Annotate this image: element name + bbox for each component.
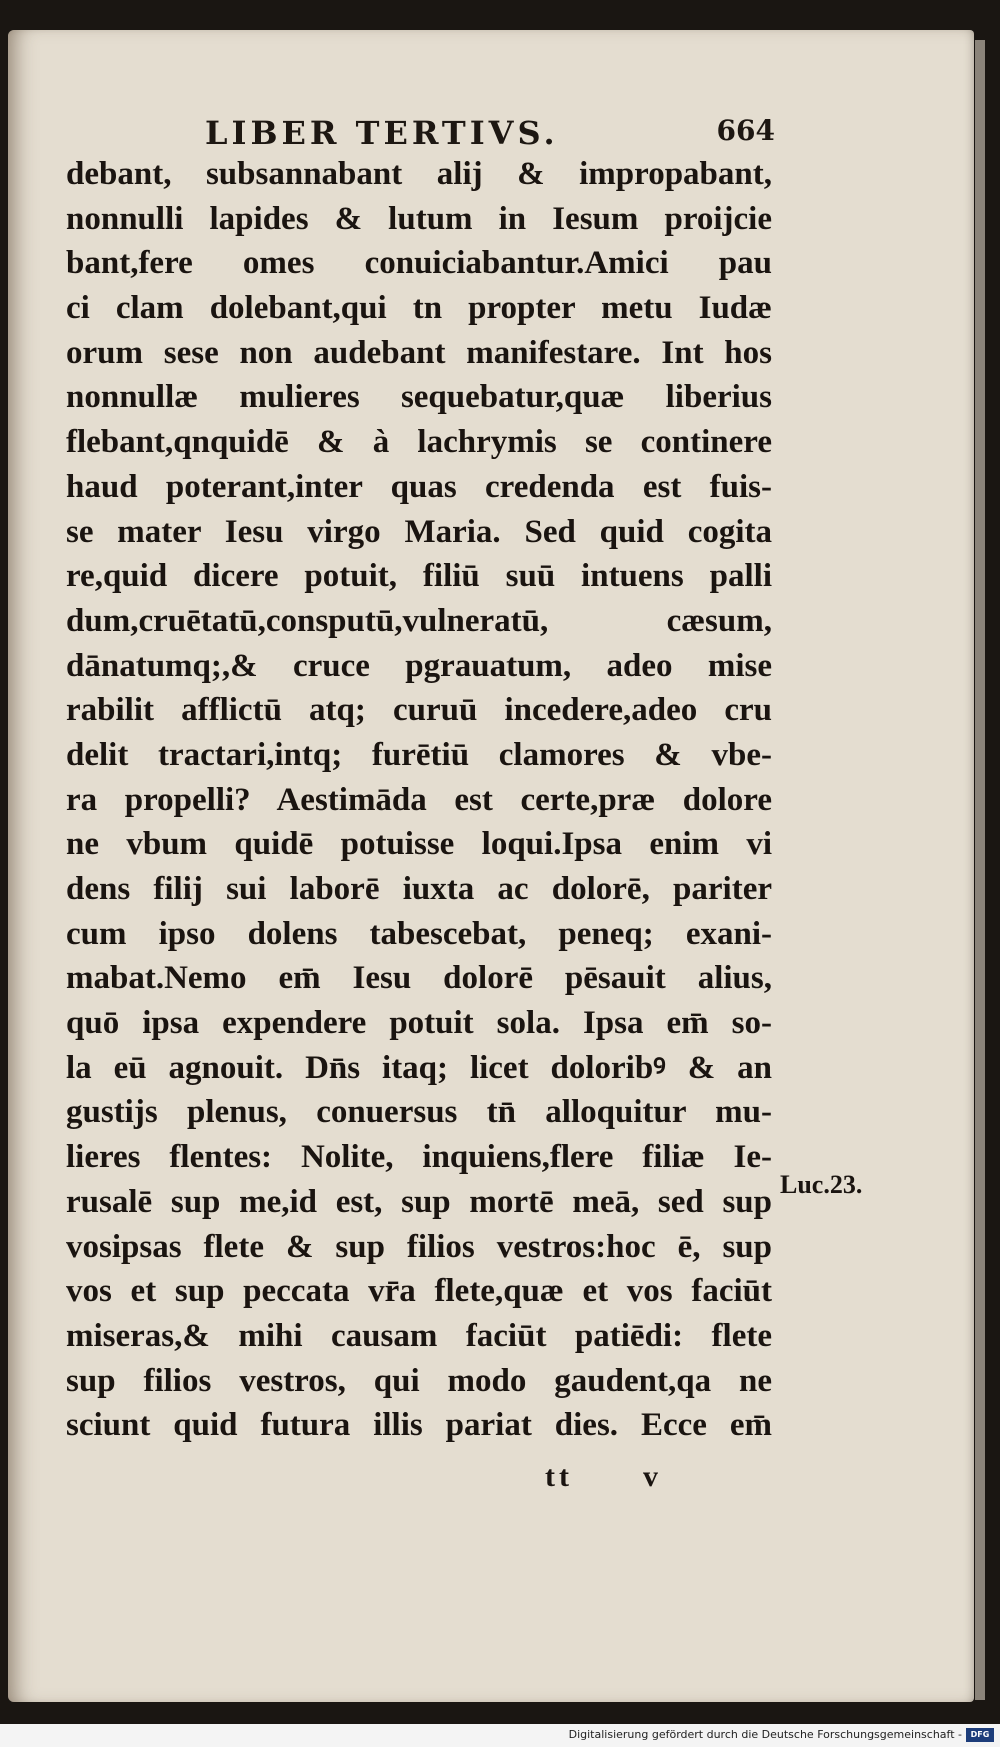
text-line: flebant,qnquidē & à lachrymis se continere — [66, 424, 772, 461]
text-line: ci clam dolebant,qui tn propter metu Iudæ — [66, 290, 772, 327]
text-line: cum ipso dolens tabescebat, peneq; exani- — [66, 915, 772, 952]
text-line: vos et sup peccata vr̄a flete,quæ et vos faciūt — [66, 1273, 772, 1310]
text-line: miseras,& mihi causam faciūt patiēdi: flete — [66, 1317, 772, 1354]
dfg-logo: DFG — [966, 1728, 994, 1742]
text-line: haud poterant,inter quas credenda est fuis- — [66, 468, 772, 505]
marginal-note: Luc.23. — [780, 1170, 863, 1199]
signature-mark: tt — [545, 1460, 573, 1493]
text-line: quō ipsa expendere potuit sola. Ipsa em̄ so- — [66, 1005, 772, 1042]
catchword: v — [643, 1460, 658, 1493]
text-line: delit tractari,intq; furētiū clamores & vbe- — [66, 736, 772, 773]
body-text — [66, 152, 772, 1448]
page-edge — [975, 40, 985, 1700]
text-line: rusalē sup me,id est, sup mortē meā, sed sup — [66, 1183, 772, 1220]
text-line: debant, subsannabant alij & impropabant, — [66, 156, 772, 192]
text-line: orum sese non audebant manifestare. Int hos — [66, 334, 772, 371]
text-line: gustijs plenus, conuersus tn̄ alloquitur mu- — [66, 1094, 772, 1131]
footer-credit: Digitalisierung gefördert durch die Deutsche Forschungsgemeinschaft - — [568, 1728, 962, 1741]
text-line: mabat.Nemo em̄ Iesu dolorē pēsauit alius, — [66, 960, 772, 997]
text-line: sciunt quid futura illis pariat dies. Ecce em̄ — [66, 1407, 772, 1444]
text-line: dum,cruētatū,consputū,vulneratū, cæsum, — [66, 602, 772, 639]
text-line: sup filios vestros, qui modo gaudent,qa ne — [66, 1362, 772, 1399]
text-line: se mater Iesu virgo Maria. Sed quid cogita — [66, 513, 772, 550]
text-line: ra propelli? Aestimāda est certe,præ dolore — [66, 781, 772, 818]
text-line: bant,fere omes conuiciabantur.Amici pau — [66, 245, 772, 282]
text-line: nonnullæ mulieres sequebatur,quæ liberius — [66, 379, 772, 416]
folio-number: 664 — [716, 114, 775, 147]
running-title: LIBER TERTIVS. — [205, 114, 559, 152]
text-line: lieres flentes: Nolite, inquiens,flere filiæ Ie- — [66, 1139, 772, 1176]
text-line: re,quid dicere potuit, filiū suū intuens palli — [66, 558, 772, 595]
footer-bar — [0, 1724, 1000, 1747]
text-line: vosipsas flete & sup filios vestros:hoc ē, sup — [66, 1228, 772, 1265]
text-line: nonnulli lapides & lutum in Iesum proijcie — [66, 200, 772, 237]
text-line: dens filij sui laborē iuxta ac dolorē, pariter — [66, 871, 772, 907]
text-line: la eū agnouit. Dn̄s itaq; licet doloribꝰ & an — [66, 1049, 772, 1086]
text-line: rabilit afflictū atq; curuū incedere,adeo cru — [66, 692, 772, 729]
text-line: ne vbum quidē potuisse loqui.Ipsa enim vi — [66, 826, 772, 863]
text-line: dānatumq;,& cruce pgrauatum, adeo mise — [66, 647, 772, 684]
